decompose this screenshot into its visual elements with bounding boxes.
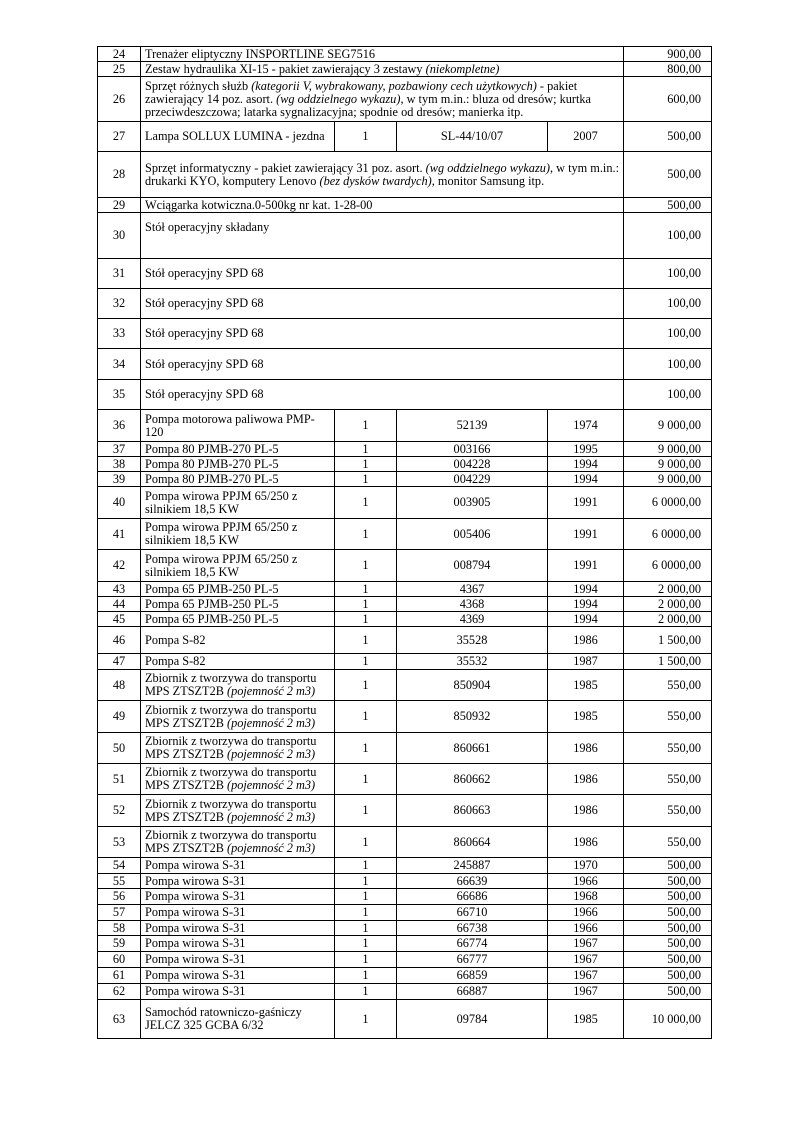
item-year: 1991: [548, 519, 624, 550]
table-row: [98, 62, 712, 77]
item-value: 2 000,00: [624, 612, 712, 627]
table-row: [98, 827, 712, 858]
item-quantity: 1: [335, 701, 397, 733]
item-year: 1986: [548, 764, 624, 795]
table-row: [98, 319, 712, 349]
item-value: 2 000,00: [624, 597, 712, 612]
row-number: 58: [98, 921, 141, 936]
item-name: Pompa 80 PJMB-270 PL-5: [141, 472, 335, 487]
item-name: [141, 77, 624, 122]
table-row: [98, 380, 712, 410]
item-quantity: 1: [335, 733, 397, 764]
item-name: Pompa wirowa S-31: [141, 984, 335, 1000]
row-number: 43: [98, 582, 141, 597]
table-row: [98, 472, 712, 487]
table-row: [98, 77, 712, 122]
row-number: 50: [98, 733, 141, 764]
item-value: 500,00: [624, 889, 712, 905]
item-name: Pompa 80 PJMB-270 PL-5: [141, 442, 335, 457]
item-value: 500,00: [624, 905, 712, 921]
item-quantity: 1: [335, 122, 397, 152]
item-name: [141, 764, 335, 795]
item-year: 1986: [548, 795, 624, 827]
item-name: Pompa wirowa S-31: [141, 858, 335, 874]
table-row: [98, 122, 712, 152]
table-row: [98, 582, 712, 597]
item-name: Pompa 80 PJMB-270 PL-5: [141, 457, 335, 472]
table-row: [98, 1000, 712, 1039]
item-name-note: (pojemność 2 m3): [227, 715, 316, 730]
item-year: 1967: [548, 952, 624, 968]
item-year: 1994: [548, 582, 624, 597]
item-quantity: 1: [335, 827, 397, 858]
item-quantity: 1: [335, 457, 397, 472]
item-value: 500,00: [624, 936, 712, 952]
item-quantity: 1: [335, 472, 397, 487]
item-quantity: 1: [335, 952, 397, 968]
item-name-text: Sprzęt informatyczny - pakiet zawierający 31 poz. asort.: [145, 160, 426, 175]
table-row: [98, 550, 712, 582]
item-quantity: 1: [335, 612, 397, 627]
row-number: 63: [98, 1000, 141, 1039]
item-name-note: (pojemność 2 m3): [227, 809, 316, 824]
table-row: [98, 921, 712, 936]
item-name-text: Zbiornik z tworzywa do transportu MPS ZTSZT2B: [145, 828, 317, 855]
table-row: [98, 519, 712, 550]
item-name: Pompa wirowa S-31: [141, 889, 335, 905]
item-name: Stół operacyjny składany: [141, 213, 624, 259]
row-number: 57: [98, 905, 141, 921]
item-name-text: monitor Samsung itp.: [434, 173, 545, 188]
item-name-note: (pojemność 2 m3): [227, 747, 316, 761]
item-year: 1985: [548, 701, 624, 733]
item-value: 900,00: [624, 47, 712, 62]
item-year: 2007: [548, 122, 624, 152]
item-inventory-number: 66710: [397, 905, 548, 921]
item-name-note: (kategorii V, wybrakowany, pozbawiony cech użytkowych): [251, 78, 537, 93]
row-number: 48: [98, 670, 141, 701]
item-year: 1994: [548, 457, 624, 472]
item-name-text: Sprzęt różnych służb: [145, 78, 252, 93]
item-year: 1994: [548, 472, 624, 487]
item-inventory-number: 003166: [397, 442, 548, 457]
row-number: 60: [98, 952, 141, 968]
row-number: 35: [98, 380, 141, 410]
table-row: [98, 670, 712, 701]
row-number: 26: [98, 77, 141, 122]
table-row: [98, 597, 712, 612]
item-quantity: 1: [335, 936, 397, 952]
item-inventory-number: 004229: [397, 472, 548, 487]
item-year: 1985: [548, 1000, 624, 1039]
item-inventory-number: 66887: [397, 984, 548, 1000]
row-number: 25: [98, 62, 141, 77]
item-value: 6 0000,00: [624, 519, 712, 550]
item-name-text: Zbiornik z tworzywa do transportu MPS ZTSZT2B: [145, 702, 317, 730]
item-value: 500,00: [624, 858, 712, 874]
item-name-note: (pojemność 2 m3): [227, 778, 316, 792]
item-name: Trenażer eliptyczny INSPORTLINE SEG7516: [141, 47, 624, 62]
item-year: 1986: [548, 733, 624, 764]
item-name: Stół operacyjny SPD 68: [141, 259, 624, 289]
item-value: 500,00: [624, 984, 712, 1000]
item-name: Stół operacyjny SPD 68: [141, 319, 624, 349]
item-quantity: 1: [335, 1000, 397, 1039]
item-value: 500,00: [624, 198, 712, 213]
row-number: 46: [98, 627, 141, 654]
row-number: 49: [98, 701, 141, 733]
item-quantity: 1: [335, 795, 397, 827]
item-year: 1994: [548, 612, 624, 627]
item-name: Pompa wirowa S-31: [141, 905, 335, 921]
row-number: 41: [98, 519, 141, 550]
item-name: Pompa wirowa S-31: [141, 921, 335, 936]
row-number: 29: [98, 198, 141, 213]
item-inventory-number: 66686: [397, 889, 548, 905]
table-row: [98, 984, 712, 1000]
item-year: 1986: [548, 627, 624, 654]
item-value: 1 500,00: [624, 627, 712, 654]
item-inventory-number: 09784: [397, 1000, 548, 1039]
item-name: Stół operacyjny SPD 68: [141, 349, 624, 380]
item-inventory-number: 52139: [397, 410, 548, 442]
item-inventory-number: 850932: [397, 701, 548, 733]
item-inventory-number: 66774: [397, 936, 548, 952]
item-value: 6 0000,00: [624, 550, 712, 582]
item-name-text: Zbiornik z tworzywa do transportu MPS ZTSZT2B: [145, 765, 317, 792]
item-year: 1991: [548, 487, 624, 519]
item-year: 1966: [548, 874, 624, 889]
row-number: 54: [98, 858, 141, 874]
item-value: 500,00: [624, 122, 712, 152]
item-inventory-number: 66859: [397, 968, 548, 984]
item-inventory-number: 850904: [397, 670, 548, 701]
item-year: 1968: [548, 889, 624, 905]
item-name-text: - pakiet zawierający 14 poz. asort.: [145, 78, 578, 106]
item-value: 1 500,00: [624, 654, 712, 670]
item-value: 550,00: [624, 764, 712, 795]
item-value: 500,00: [624, 968, 712, 984]
item-name: Wciągarka kotwiczna.0-500kg nr kat. 1-28-00: [141, 198, 624, 213]
row-number: 61: [98, 968, 141, 984]
item-name-note: (pojemność 2 m3): [227, 841, 316, 855]
row-number: 36: [98, 410, 141, 442]
item-name: [141, 827, 335, 858]
item-year: 1987: [548, 654, 624, 670]
item-name: Samochód ratowniczo-gaśniczy JELCZ 325 GCBA 6/32: [141, 1000, 335, 1039]
item-name: Stół operacyjny SPD 68: [141, 289, 624, 319]
item-value: 100,00: [624, 319, 712, 349]
item-name: Pompa S-82: [141, 654, 335, 670]
row-number: 32: [98, 289, 141, 319]
item-inventory-number: 35532: [397, 654, 548, 670]
item-inventory-number: 860664: [397, 827, 548, 858]
item-quantity: 1: [335, 487, 397, 519]
item-name: Pompa 65 PJMB-250 PL-5: [141, 612, 335, 627]
item-name-text: w tym m.in.: drukarki KYO, komputery Lenovo: [145, 160, 619, 188]
row-number: 56: [98, 889, 141, 905]
item-value: 500,00: [624, 874, 712, 889]
row-number: 33: [98, 319, 141, 349]
table-row: [98, 874, 712, 889]
item-name-text: Zestaw hydraulika XI-15 - pakiet zawierający 3 zestawy: [145, 61, 426, 76]
item-name: [141, 701, 335, 733]
row-number: 38: [98, 457, 141, 472]
item-value: 550,00: [624, 701, 712, 733]
table-row: [98, 905, 712, 921]
table-row: [98, 968, 712, 984]
row-number: 37: [98, 442, 141, 457]
item-name: [141, 152, 624, 198]
item-year: 1994: [548, 597, 624, 612]
item-inventory-number: 005406: [397, 519, 548, 550]
table-row: [98, 795, 712, 827]
table-row: [98, 349, 712, 380]
item-name: Pompa wirowa PPJM 65/250 z silnikiem 18,5 KW: [141, 487, 335, 519]
item-inventory-number: 860662: [397, 764, 548, 795]
table-row: [98, 764, 712, 795]
item-name: Pompa wirowa S-31: [141, 874, 335, 889]
item-name-note: (bez dysków twardych),: [319, 173, 435, 188]
item-value: 100,00: [624, 349, 712, 380]
table-row: [98, 612, 712, 627]
item-year: 1967: [548, 968, 624, 984]
item-year: 1966: [548, 905, 624, 921]
table-row: [98, 654, 712, 670]
table-row: [98, 487, 712, 519]
item-value: 10 000,00: [624, 1000, 712, 1039]
item-value: 500,00: [624, 152, 712, 198]
item-name: Pompa S-82: [141, 627, 335, 654]
item-value: 9 000,00: [624, 442, 712, 457]
item-inventory-number: 4369: [397, 612, 548, 627]
item-year: 1970: [548, 858, 624, 874]
table-row: [98, 410, 712, 442]
item-value: 2 000,00: [624, 582, 712, 597]
item-name: [141, 62, 624, 77]
item-value: 600,00: [624, 77, 712, 122]
item-value: 100,00: [624, 213, 712, 259]
table-row: [98, 259, 712, 289]
item-inventory-number: 008794: [397, 550, 548, 582]
item-year: 1966: [548, 921, 624, 936]
item-quantity: 1: [335, 670, 397, 701]
table-row: [98, 858, 712, 874]
item-name: [141, 733, 335, 764]
item-name-text: , w tym m.in.: bluza od dresów; kurtka przeciwdeszczowa; latarka sygnalizacyjna; spodnie od dresów; manierka itp.: [145, 91, 592, 119]
item-name: Pompa wirowa S-31: [141, 968, 335, 984]
item-value: 6 0000,00: [624, 487, 712, 519]
item-name-note: (wg oddzielnego wykazu): [276, 91, 401, 106]
item-year: 1967: [548, 984, 624, 1000]
table-row: [98, 442, 712, 457]
row-number: 53: [98, 827, 141, 858]
item-quantity: 1: [335, 764, 397, 795]
row-number: 34: [98, 349, 141, 380]
row-number: 24: [98, 47, 141, 62]
item-value: 550,00: [624, 670, 712, 701]
item-inventory-number: 245887: [397, 858, 548, 874]
row-number: 30: [98, 213, 141, 259]
table-row: [98, 733, 712, 764]
item-value: 550,00: [624, 795, 712, 827]
item-name: Lampa SOLLUX LUMINA - jezdna: [141, 122, 335, 152]
row-number: 31: [98, 259, 141, 289]
table-row: [98, 213, 712, 259]
item-inventory-number: 004228: [397, 457, 548, 472]
item-year: 1967: [548, 936, 624, 952]
table-row: [98, 936, 712, 952]
item-value: 500,00: [624, 921, 712, 936]
item-name-note: (wg oddzielnego wykazu),: [425, 160, 554, 175]
item-quantity: 1: [335, 874, 397, 889]
item-year: 1985: [548, 670, 624, 701]
row-number: 28: [98, 152, 141, 198]
item-quantity: 1: [335, 550, 397, 582]
item-value: 800,00: [624, 62, 712, 77]
item-name: Pompa 65 PJMB-250 PL-5: [141, 597, 335, 612]
item-quantity: 1: [335, 597, 397, 612]
item-value: 100,00: [624, 259, 712, 289]
item-inventory-number: 4368: [397, 597, 548, 612]
item-quantity: 1: [335, 921, 397, 936]
item-inventory-number: SL-44/10/07: [397, 122, 548, 152]
table-row: [98, 289, 712, 319]
item-quantity: 1: [335, 519, 397, 550]
row-number: 59: [98, 936, 141, 952]
item-inventory-number: 35528: [397, 627, 548, 654]
table-row: [98, 152, 712, 198]
item-quantity: 1: [335, 889, 397, 905]
item-name-note: (niekompletne): [425, 61, 500, 76]
item-inventory-number: 860663: [397, 795, 548, 827]
row-number: 62: [98, 984, 141, 1000]
item-value: 9 000,00: [624, 472, 712, 487]
table-row: [98, 47, 712, 62]
row-number: 39: [98, 472, 141, 487]
item-quantity: 1: [335, 968, 397, 984]
item-quantity: 1: [335, 582, 397, 597]
item-name: Pompa wirowa S-31: [141, 952, 335, 968]
item-name: [141, 795, 335, 827]
item-value: 100,00: [624, 289, 712, 319]
item-name: [141, 670, 335, 701]
item-value: 550,00: [624, 733, 712, 764]
row-number: 47: [98, 654, 141, 670]
item-name: Pompa wirowa PPJM 65/250 z silnikiem 18,5 KW: [141, 550, 335, 582]
table-row: [98, 457, 712, 472]
item-name: Stół operacyjny SPD 68: [141, 380, 624, 410]
row-number: 55: [98, 874, 141, 889]
row-number: 52: [98, 795, 141, 827]
item-name: Pompa wirowa S-31: [141, 936, 335, 952]
item-inventory-number: 860661: [397, 733, 548, 764]
row-number: 27: [98, 122, 141, 152]
item-inventory-number: 66738: [397, 921, 548, 936]
item-value: 500,00: [624, 952, 712, 968]
item-quantity: 1: [335, 858, 397, 874]
item-quantity: 1: [335, 984, 397, 1000]
item-value: 9 000,00: [624, 457, 712, 472]
item-name-text: Zbiornik z tworzywa do transportu MPS ZTSZT2B: [145, 671, 317, 698]
table-row: [98, 889, 712, 905]
item-quantity: 1: [335, 442, 397, 457]
item-name-text: Zbiornik z tworzywa do transportu MPS ZTSZT2B: [145, 796, 317, 824]
item-quantity: 1: [335, 905, 397, 921]
table-row: [98, 627, 712, 654]
item-quantity: 1: [335, 410, 397, 442]
item-inventory-number: 4367: [397, 582, 548, 597]
item-year: 1974: [548, 410, 624, 442]
item-inventory-number: 003905: [397, 487, 548, 519]
item-year: 1991: [548, 550, 624, 582]
item-name-note: (pojemność 2 m3): [227, 684, 316, 698]
item-inventory-number: 66777: [397, 952, 548, 968]
table-row: [98, 952, 712, 968]
row-number: 42: [98, 550, 141, 582]
row-number: 44: [98, 597, 141, 612]
item-year: 1995: [548, 442, 624, 457]
item-value: 100,00: [624, 380, 712, 410]
item-year: 1986: [548, 827, 624, 858]
item-name: Pompa wirowa PPJM 65/250 z silnikiem 18,5 KW: [141, 519, 335, 550]
table-row: [98, 198, 712, 213]
item-name: Pompa motorowa paliwowa PMP-120: [141, 410, 335, 442]
row-number: 51: [98, 764, 141, 795]
item-value: 9 000,00: [624, 410, 712, 442]
table-row: [98, 701, 712, 733]
item-value: 550,00: [624, 827, 712, 858]
item-quantity: 1: [335, 627, 397, 654]
item-quantity: 1: [335, 654, 397, 670]
row-number: 40: [98, 487, 141, 519]
inventory-table: [97, 46, 712, 1039]
item-inventory-number: 66639: [397, 874, 548, 889]
item-name-text: Zbiornik z tworzywa do transportu MPS ZTSZT2B: [145, 734, 317, 761]
item-name: Pompa 65 PJMB-250 PL-5: [141, 582, 335, 597]
row-number: 45: [98, 612, 141, 627]
